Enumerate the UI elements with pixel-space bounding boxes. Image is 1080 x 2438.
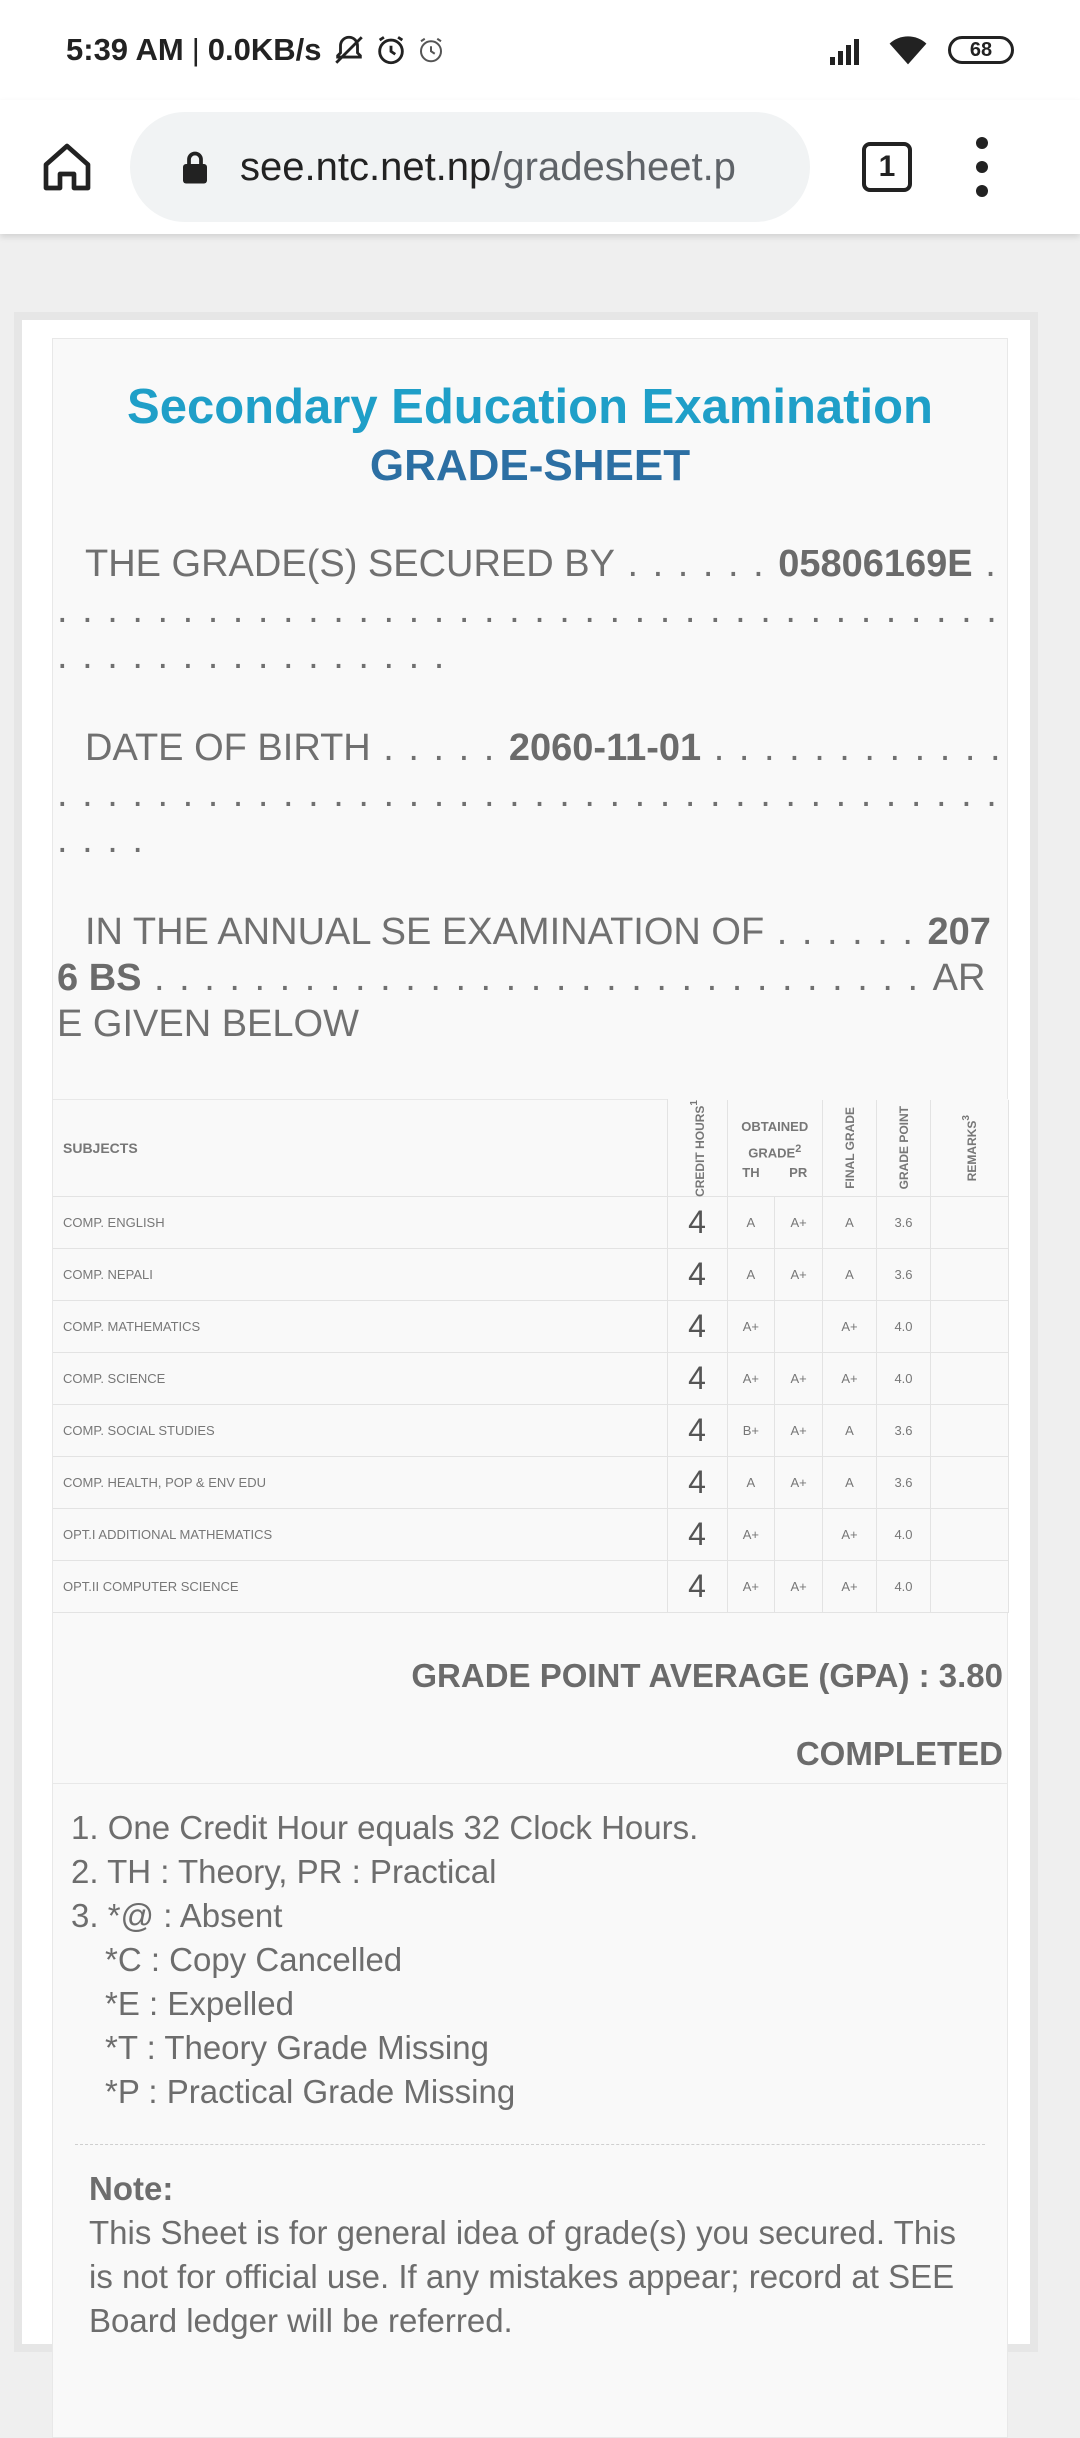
- mute-bell-icon: [332, 33, 366, 67]
- cell-credit-hours: 4: [667, 1509, 727, 1561]
- cell-pr-grade: A+: [775, 1353, 823, 1405]
- overflow-menu-button[interactable]: [972, 137, 992, 197]
- exam-label: IN THE ANNUAL SE EXAMINATION OF: [85, 911, 765, 953]
- cell-final-grade: A+: [823, 1509, 877, 1561]
- secured-by-line: THE GRADE(S) SECURED BY . . . . . . 05806169E . . . . . . . . . . . . . . . . . . . . . . . . . . . . . . . . . . . . . . . . . . . . . . . . . . . . . . .: [57, 543, 999, 677]
- cell-pr-grade: A+: [775, 1457, 823, 1509]
- note-box: [75, 2144, 985, 2343]
- cell-th-grade: A+: [727, 1509, 775, 1561]
- grades-table-body: [53, 1197, 1009, 1613]
- cell-final-grade: A+: [823, 1353, 877, 1405]
- cell-credit-hours: 4: [667, 1561, 727, 1613]
- credit-hours-sup: 1: [688, 1099, 700, 1106]
- home-button[interactable]: [34, 134, 100, 200]
- cell-pr-grade: [775, 1301, 823, 1353]
- completion-status: COMPLETED: [795, 1735, 1003, 1773]
- col-final-grade: FINAL GRADE: [823, 1100, 877, 1197]
- col-credit-hours: [667, 1100, 727, 1197]
- given-below: ARE GIVEN BELOW: [57, 957, 986, 1045]
- cell-subject: COMP. MATHEMATICS: [53, 1301, 667, 1353]
- cell-grade-point: 4.0: [877, 1561, 931, 1613]
- cell-grade-point: 3.6: [877, 1405, 931, 1457]
- menu-dot: [976, 161, 988, 173]
- cell-grade-point: 3.6: [877, 1197, 931, 1249]
- url-text[interactable]: [240, 145, 736, 190]
- exam-title: Secondary Education Examination: [127, 380, 933, 434]
- cell-final-grade: A+: [823, 1561, 877, 1613]
- status-left: [66, 32, 446, 68]
- cell-final-grade: A: [823, 1457, 877, 1509]
- status-notification-icons: [332, 33, 446, 67]
- col-grade-point: GRADE POINT: [877, 1100, 931, 1197]
- exam-year: 2076: [57, 911, 991, 999]
- footnotes: [53, 1783, 1007, 2383]
- status-bar: [0, 0, 1080, 100]
- footnote-item: 2. TH : Theory, PR : Practical: [71, 1853, 497, 1891]
- url-path: /gradesheet.p: [491, 144, 736, 189]
- table-row: [53, 1457, 1009, 1509]
- col-pr: PR: [789, 1164, 808, 1180]
- url-domain: see.ntc.net.np: [240, 144, 492, 189]
- cell-pr-grade: [775, 1509, 823, 1561]
- footnote-subitem: *P : Practical Grade Missing: [105, 2073, 516, 2111]
- grades-table: [53, 1099, 1009, 1613]
- cell-th-grade: A+: [727, 1561, 775, 1613]
- cell-subject: COMP. SOCIAL STUDIES: [53, 1405, 667, 1457]
- table-row: [53, 1561, 1009, 1613]
- cell-th-grade: A+: [727, 1301, 775, 1353]
- exam-line: IN THE ANNUAL SE EXAMINATION OF . . . . . . 2076 BS . . . . . . . . . . . . . . . . . . . . . . . . . . . . . . . ARE GIVEN BELOW: [57, 911, 991, 1045]
- cell-grade-point: 3.6: [877, 1457, 931, 1509]
- col-th: TH: [742, 1164, 760, 1180]
- cell-credit-hours: 4: [667, 1457, 727, 1509]
- footnote-item: 3. *@ : Absent: [71, 1897, 283, 1935]
- tab-switcher-button[interactable]: 1: [862, 142, 912, 192]
- status-right: [828, 34, 1014, 66]
- cell-credit-hours: 4: [667, 1197, 727, 1249]
- cell-credit-hours: 4: [667, 1405, 727, 1457]
- remarks-sup: 3: [961, 1114, 972, 1121]
- cell-remarks: [931, 1197, 1009, 1249]
- table-row: [53, 1197, 1009, 1249]
- cell-th-grade: A: [727, 1249, 775, 1301]
- status-time: 5:39 AM: [66, 32, 184, 67]
- cell-pr-grade: A+: [775, 1405, 823, 1457]
- exam-year-suffix: BS: [88, 957, 142, 999]
- cell-final-grade: A: [823, 1249, 877, 1301]
- cell-remarks: [931, 1561, 1009, 1613]
- cell-remarks: [931, 1457, 1009, 1509]
- cell-remarks: [931, 1301, 1009, 1353]
- cell-final-grade: A+: [823, 1301, 877, 1353]
- cell-subject: COMP. HEALTH, POP & ENV EDU: [53, 1457, 667, 1509]
- table-row: [53, 1301, 1009, 1353]
- cell-th-grade: A+: [727, 1353, 775, 1405]
- obtained-grade-sup: 2: [795, 1143, 802, 1156]
- cell-final-grade: A: [823, 1405, 877, 1457]
- col-obtained-grade: [727, 1100, 823, 1197]
- menu-dot: [976, 185, 988, 197]
- cell-subject: OPT.II COMPUTER SCIENCE: [53, 1561, 667, 1613]
- credit-hours-label: CREDIT HOURS: [692, 1105, 707, 1197]
- cell-pr-grade: A+: [775, 1197, 823, 1249]
- cell-pr-grade: A+: [775, 1561, 823, 1613]
- note-text: This Sheet is for general idea of grade(s) you secured. This is not for official use. If any mistakes appear; record at SEE Board ledger will be referred.: [89, 2214, 957, 2340]
- cell-grade-point: 4.0: [877, 1301, 931, 1353]
- footnote-subitem: *T : Theory Grade Missing: [105, 2029, 489, 2067]
- cell-credit-hours: 4: [667, 1301, 727, 1353]
- cell-th-grade: A: [727, 1457, 775, 1509]
- alarm-outline-icon: [416, 35, 446, 65]
- cell-th-grade: A: [727, 1197, 775, 1249]
- lock-icon[interactable]: [180, 149, 210, 185]
- cell-remarks: [931, 1405, 1009, 1457]
- cell-remarks: [931, 1353, 1009, 1405]
- home-icon: [39, 139, 95, 195]
- table-row: [53, 1509, 1009, 1561]
- footnote-subitem: *E : Expelled: [105, 1985, 294, 2023]
- grade-sheet: [52, 338, 1008, 2438]
- network-speed: 0.0KB/s: [207, 32, 322, 67]
- footnote-subitem: *C : Copy Cancelled: [105, 1941, 403, 1979]
- dob-line: DATE OF BIRTH . . . . . 2060-11-01 . . . . . . . . . . . . . . . . . . . . . . . . . . . . . . . . . . . . . . . . . . . . . . . . . . . . . .: [57, 727, 1003, 861]
- browser-toolbar: [0, 100, 1080, 234]
- alarm-icon: [374, 33, 408, 67]
- cell-remarks: [931, 1509, 1009, 1561]
- cell-grade-point: 3.6: [877, 1249, 931, 1301]
- address-bar[interactable]: [130, 112, 810, 222]
- cell-grade-point: 4.0: [877, 1509, 931, 1561]
- cell-pr-grade: A+: [775, 1249, 823, 1301]
- battery-icon: 68: [948, 36, 1014, 64]
- wifi-icon: [888, 34, 928, 66]
- obtained-grade-label: OBTAINED GRADE: [741, 1119, 809, 1161]
- page-content: [22, 320, 1030, 2344]
- sheet-title: GRADE-SHEET: [369, 441, 691, 490]
- gpa-summary: GRADE POINT AVERAGE (GPA) : 3.80: [411, 1657, 1003, 1695]
- table-row: [53, 1353, 1009, 1405]
- cell-credit-hours: 4: [667, 1353, 727, 1405]
- symbol-number: 05806169E: [778, 543, 973, 585]
- cell-subject: OPT.I ADDITIONAL MATHEMATICS: [53, 1509, 667, 1561]
- dob-label: DATE OF BIRTH: [85, 727, 371, 769]
- cell-th-grade: B+: [727, 1405, 775, 1457]
- cell-remarks: [931, 1249, 1009, 1301]
- cell-subject: COMP. SCIENCE: [53, 1353, 667, 1405]
- cell-final-grade: A: [823, 1197, 877, 1249]
- status-separator: |: [191, 32, 200, 67]
- secured-by-label: THE GRADE(S) SECURED BY: [85, 543, 615, 585]
- footnote-item: 1. One Credit Hour equals 32 Clock Hours.: [71, 1809, 699, 1847]
- cell-subject: COMP. ENGLISH: [53, 1197, 667, 1249]
- table-row: [53, 1405, 1009, 1457]
- table-header-row: [53, 1100, 1009, 1197]
- cell-grade-point: 4.0: [877, 1353, 931, 1405]
- col-remarks: [931, 1100, 1009, 1197]
- menu-dot: [976, 137, 988, 149]
- dob-value: 2060-11-01: [508, 727, 702, 769]
- cell-credit-hours: 4: [667, 1249, 727, 1301]
- signal-icon: [828, 35, 868, 65]
- cell-subject: COMP. NEPALI: [53, 1249, 667, 1301]
- note-title: Note:: [89, 2170, 174, 2208]
- page-frame: [14, 312, 1038, 2352]
- remarks-label: REMARKS: [965, 1120, 979, 1182]
- table-row: [53, 1249, 1009, 1301]
- col-subjects: SUBJECTS: [53, 1100, 667, 1197]
